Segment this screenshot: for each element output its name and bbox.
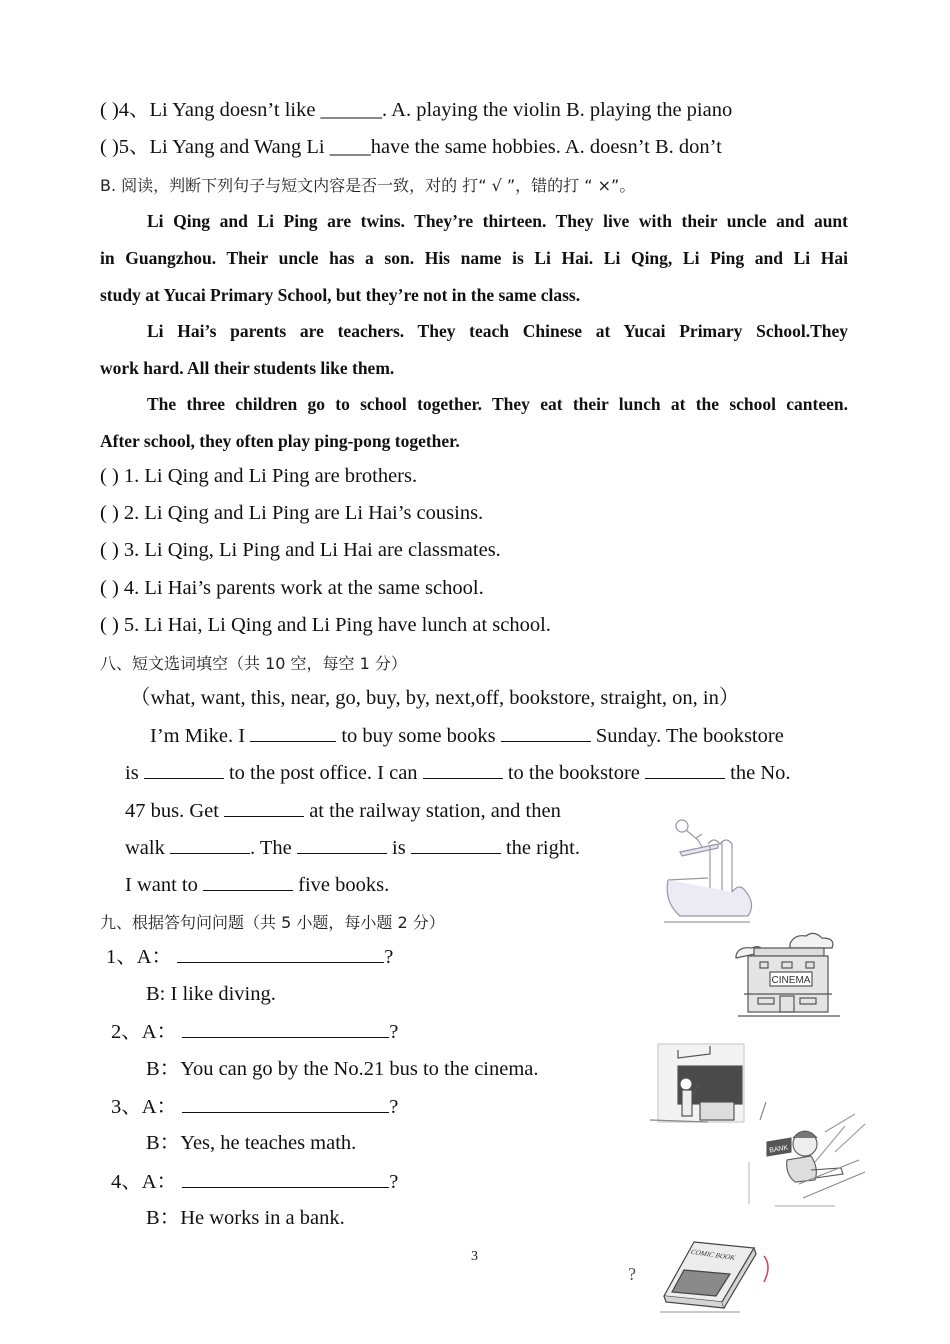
answer-paren[interactable]: ( ) (100, 99, 119, 121)
cinema-sign: CINEMA (771, 975, 811, 986)
passage-line: study at Yucai Primary School, but they’re not in the same class. (100, 285, 581, 305)
passage-line: Li Qing and Li Ping are twins. They’re thirteen. They live with their uncle and aunt (147, 211, 848, 231)
question-blank[interactable] (182, 1094, 389, 1113)
passage-line: After school, they often play ping-pong together. (100, 431, 460, 451)
qa-question: 1、A： ? (106, 946, 394, 968)
q5-question-mark: ? (628, 1264, 636, 1284)
question-a4 (100, 98, 732, 122)
passage-line: The three children go to school together. They eat their lunch at the school canteen. (147, 394, 848, 414)
question-a5 (100, 135, 722, 159)
answer-paren[interactable]: ( ) (100, 539, 119, 561)
statement-text: 5. Li Hai, Li Qing and Li Ping have lunch at school. (123, 614, 551, 636)
answer-paren[interactable]: ( ) (100, 136, 119, 158)
word-bank: （what, want, this, near, go, buy, by, next,off, bookstore, straight, on, in） (130, 687, 740, 709)
qa-answer: B：Yes, he teaches math. (146, 1132, 357, 1154)
cloze-line: I want to five books. (125, 874, 390, 896)
fill-blank[interactable] (645, 760, 725, 779)
qa-answer: B：You can go by the No.21 bus to the cinema. (146, 1058, 539, 1080)
fill-blank[interactable] (170, 835, 250, 854)
bank-picture (745, 1112, 870, 1210)
cloze-line: walk . The is the right. (125, 837, 580, 859)
cinema-picture (728, 930, 848, 1022)
fill-blank[interactable] (501, 723, 591, 742)
question-text: Li Yang and Wang Li ____have the same hobbies. A. doesn’t B. don’t (149, 136, 722, 158)
passage-line: in Guangzhou. Their uncle has a son. His name is Li Hai. Li Qing, Li Ping and Li Hai (100, 248, 848, 268)
cloze-line: 47 bus. Get at the railway station, and then (125, 800, 561, 822)
page-number: 3 (471, 1249, 478, 1264)
comic-book-title: COMIC BOOK (689, 1248, 738, 1262)
fill-blank[interactable] (423, 760, 503, 779)
statement-text: 1. Li Qing and Li Ping are brothers. (123, 465, 418, 487)
question-blank[interactable] (182, 1019, 389, 1038)
statement-item (100, 613, 551, 637)
section-b-instruction: B. 阅读，判断下列句子与短文内容是否一致，对的 打“ √ ”，错的打 “ ×”。 (100, 176, 636, 195)
statement-item (100, 464, 417, 488)
qa-question: 2、A： ? (111, 1021, 399, 1043)
passage-line: work hard. All their students like them. (100, 358, 395, 378)
passage-line: Li Hai’s parents are teachers. They teach Chinese at Yucai Primary School.They (147, 321, 848, 341)
section-9-heading: 九、根据答句问问题（共 5 小题，每小题 2 分） (100, 913, 445, 932)
fill-blank[interactable] (224, 798, 304, 817)
fill-blank[interactable] (250, 723, 336, 742)
answer-paren[interactable]: ( ) (100, 502, 119, 524)
answer-paren[interactable]: ( ) (100, 465, 119, 487)
cloze-line: I’m Mike. I to buy some books Sunday. The bookstore (150, 725, 784, 747)
question-text: Li Yang doesn’t like ______. A. playing the violin B. playing the piano (149, 99, 733, 121)
question-blank[interactable] (182, 1169, 389, 1188)
answer-paren[interactable]: ( ) (100, 614, 119, 636)
statement-item (100, 538, 501, 562)
statement-text: 3. Li Qing, Li Ping and Li Hai are classmates. (123, 539, 501, 561)
fill-blank[interactable] (411, 835, 501, 854)
cloze-line: is to the post office. I can to the bookstore the No. (125, 762, 791, 784)
statement-text: 2. Li Qing and Li Ping are Li Hai’s cousins. (123, 502, 484, 524)
qa-question: 4、A： ? (111, 1171, 399, 1193)
statement-item (100, 501, 483, 525)
question-number: 4、 (118, 99, 150, 121)
question-blank[interactable] (177, 944, 384, 963)
fill-blank[interactable] (297, 835, 387, 854)
statement-text: 4. Li Hai’s parents work at the same school. (123, 577, 484, 599)
comic-book-picture (660, 1236, 780, 1314)
diving-picture (660, 812, 760, 924)
statement-item (100, 576, 484, 600)
fill-blank[interactable] (144, 760, 224, 779)
section-8-heading: 八、短文选词填空（共 10 空，每空 1 分） (100, 654, 407, 673)
qa-question: 3、A： ? (111, 1096, 399, 1118)
qa-answer: B: I like diving. (146, 983, 276, 1005)
answer-paren[interactable]: ( ) (100, 577, 119, 599)
question-number: 5、 (118, 136, 150, 158)
bank-sign: BANK (768, 1144, 789, 1155)
fill-blank[interactable] (203, 872, 293, 891)
qa-answer: B：He works in a bank. (146, 1207, 345, 1229)
